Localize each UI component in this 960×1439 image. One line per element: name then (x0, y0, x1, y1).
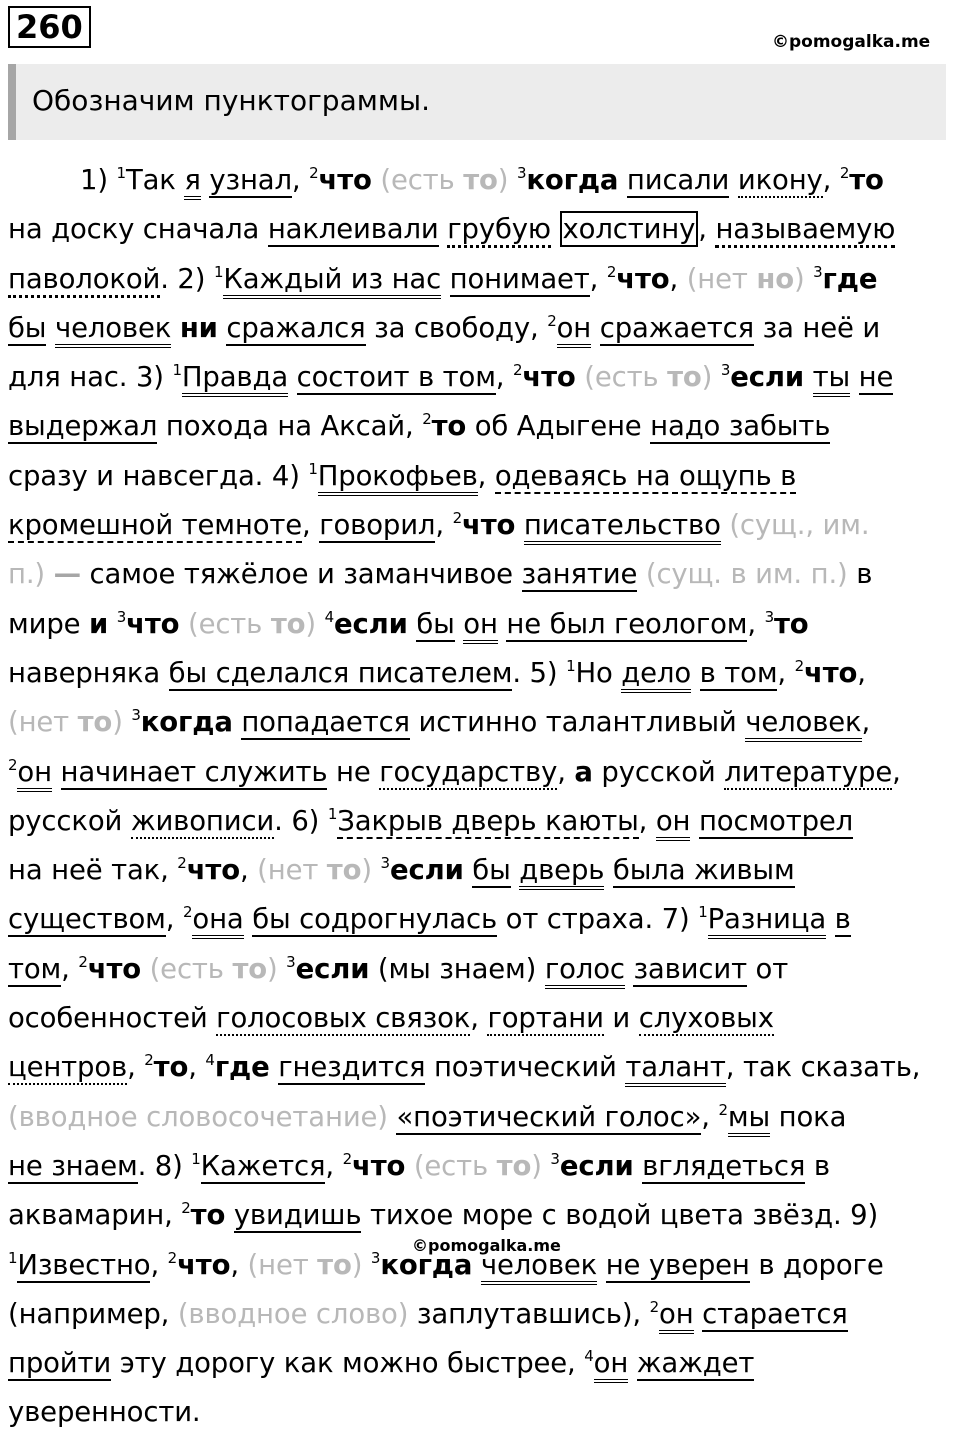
text-line: аквамарин, $^2$то увидишь тихое море с водой цвета звёзд. 9) (8, 1199, 879, 1232)
text-line: на неё так, $^2$что, (нет то) $^3$если бы дверь была живым (8, 846, 952, 895)
text-line: выдержал похода на Аксай, $^2$то об Адыгене надо забыть (8, 410, 831, 443)
text-line: существом, $^2$она бы содрогнулась от страха. 7) $^1$Разница в (8, 895, 952, 944)
text-line: кромешной темноте, говорил, $^2$что писательство (сущ., им. (8, 501, 952, 550)
text-line: паволокой. 2) $^1$Каждый из нас понимает, $^2$что, (нет но) $^3$где (8, 255, 952, 304)
text-line: русской живописи. 6) $^1$Закрыв дверь каюты, он посмотрел (8, 797, 952, 846)
text-line: бы человек ни сражался за свободу, $^2$он сражается за неё и (8, 304, 952, 353)
exercise-number: 260 (8, 6, 91, 48)
text-line: для нас. 3) $^1$Правда состоит в том, $^2$что (есть то) $^3$если ты не (8, 353, 952, 402)
watermark-top: ©pomogalka.me (772, 32, 931, 52)
text-line: п.) — самое тяжёлое и заманчивое занятие (сущ. в им. п.) в (8, 558, 873, 591)
text-line: (вводное словосочетание) «поэтический голос», $^2$мы пока (8, 1093, 952, 1142)
text-line: наверняка бы сделался писателем. 5) $^1$Но дело в том, $^2$что, (8, 649, 952, 698)
text-line: мире и $^3$что (есть то) $^4$если бы он не был геологом, $^3$то (8, 600, 952, 649)
text-line: центров, $^2$то, $^4$где гнездится поэтический талант, так сказать, (8, 1043, 952, 1092)
text-line: на доску сначала наклеивали грубую холстину , называемую (8, 205, 952, 254)
text-line: не знаем. 8) $^1$Кажется, $^2$что (есть то) $^3$если вглядеться в (8, 1149, 830, 1182)
text-line: уверенности. (8, 1396, 201, 1429)
text-line: 1) $^1$Так я узнал, $^2$что (есть то) $^3$когда писали икону, $^2$то (8, 156, 952, 205)
text-line: сразу и навсегда. 4) $^1$Прокофьев, одеваясь на ощупь в (8, 452, 952, 501)
heading-text: Обозначим пунктограммы. (32, 84, 430, 117)
text-line: особенностей голосовых связок, гортани и слуховых (8, 1002, 774, 1035)
text-line: пройти эту дорогу как можно быстрее, $^4$он жаждет (8, 1339, 952, 1388)
text-line: том, $^2$что (есть то) $^3$если (мы знаем) голос зависит от (8, 945, 952, 994)
text-line: (например, (вводное слово) заплутавшись), $^2$он старается (8, 1290, 952, 1339)
text-line: $^2$он начинает служить не государству, а русской литературе, (8, 748, 952, 797)
watermark-bottom: ©pomogalka.me (412, 1236, 561, 1255)
text-line: (нет то) $^3$когда попадается истинно талантливый человек, (8, 698, 952, 747)
text-line: $^1$Известно, $^2$что, (нет то) $^3$когда человек не уверен в дороге (8, 1241, 952, 1290)
heading-box (8, 64, 946, 140)
